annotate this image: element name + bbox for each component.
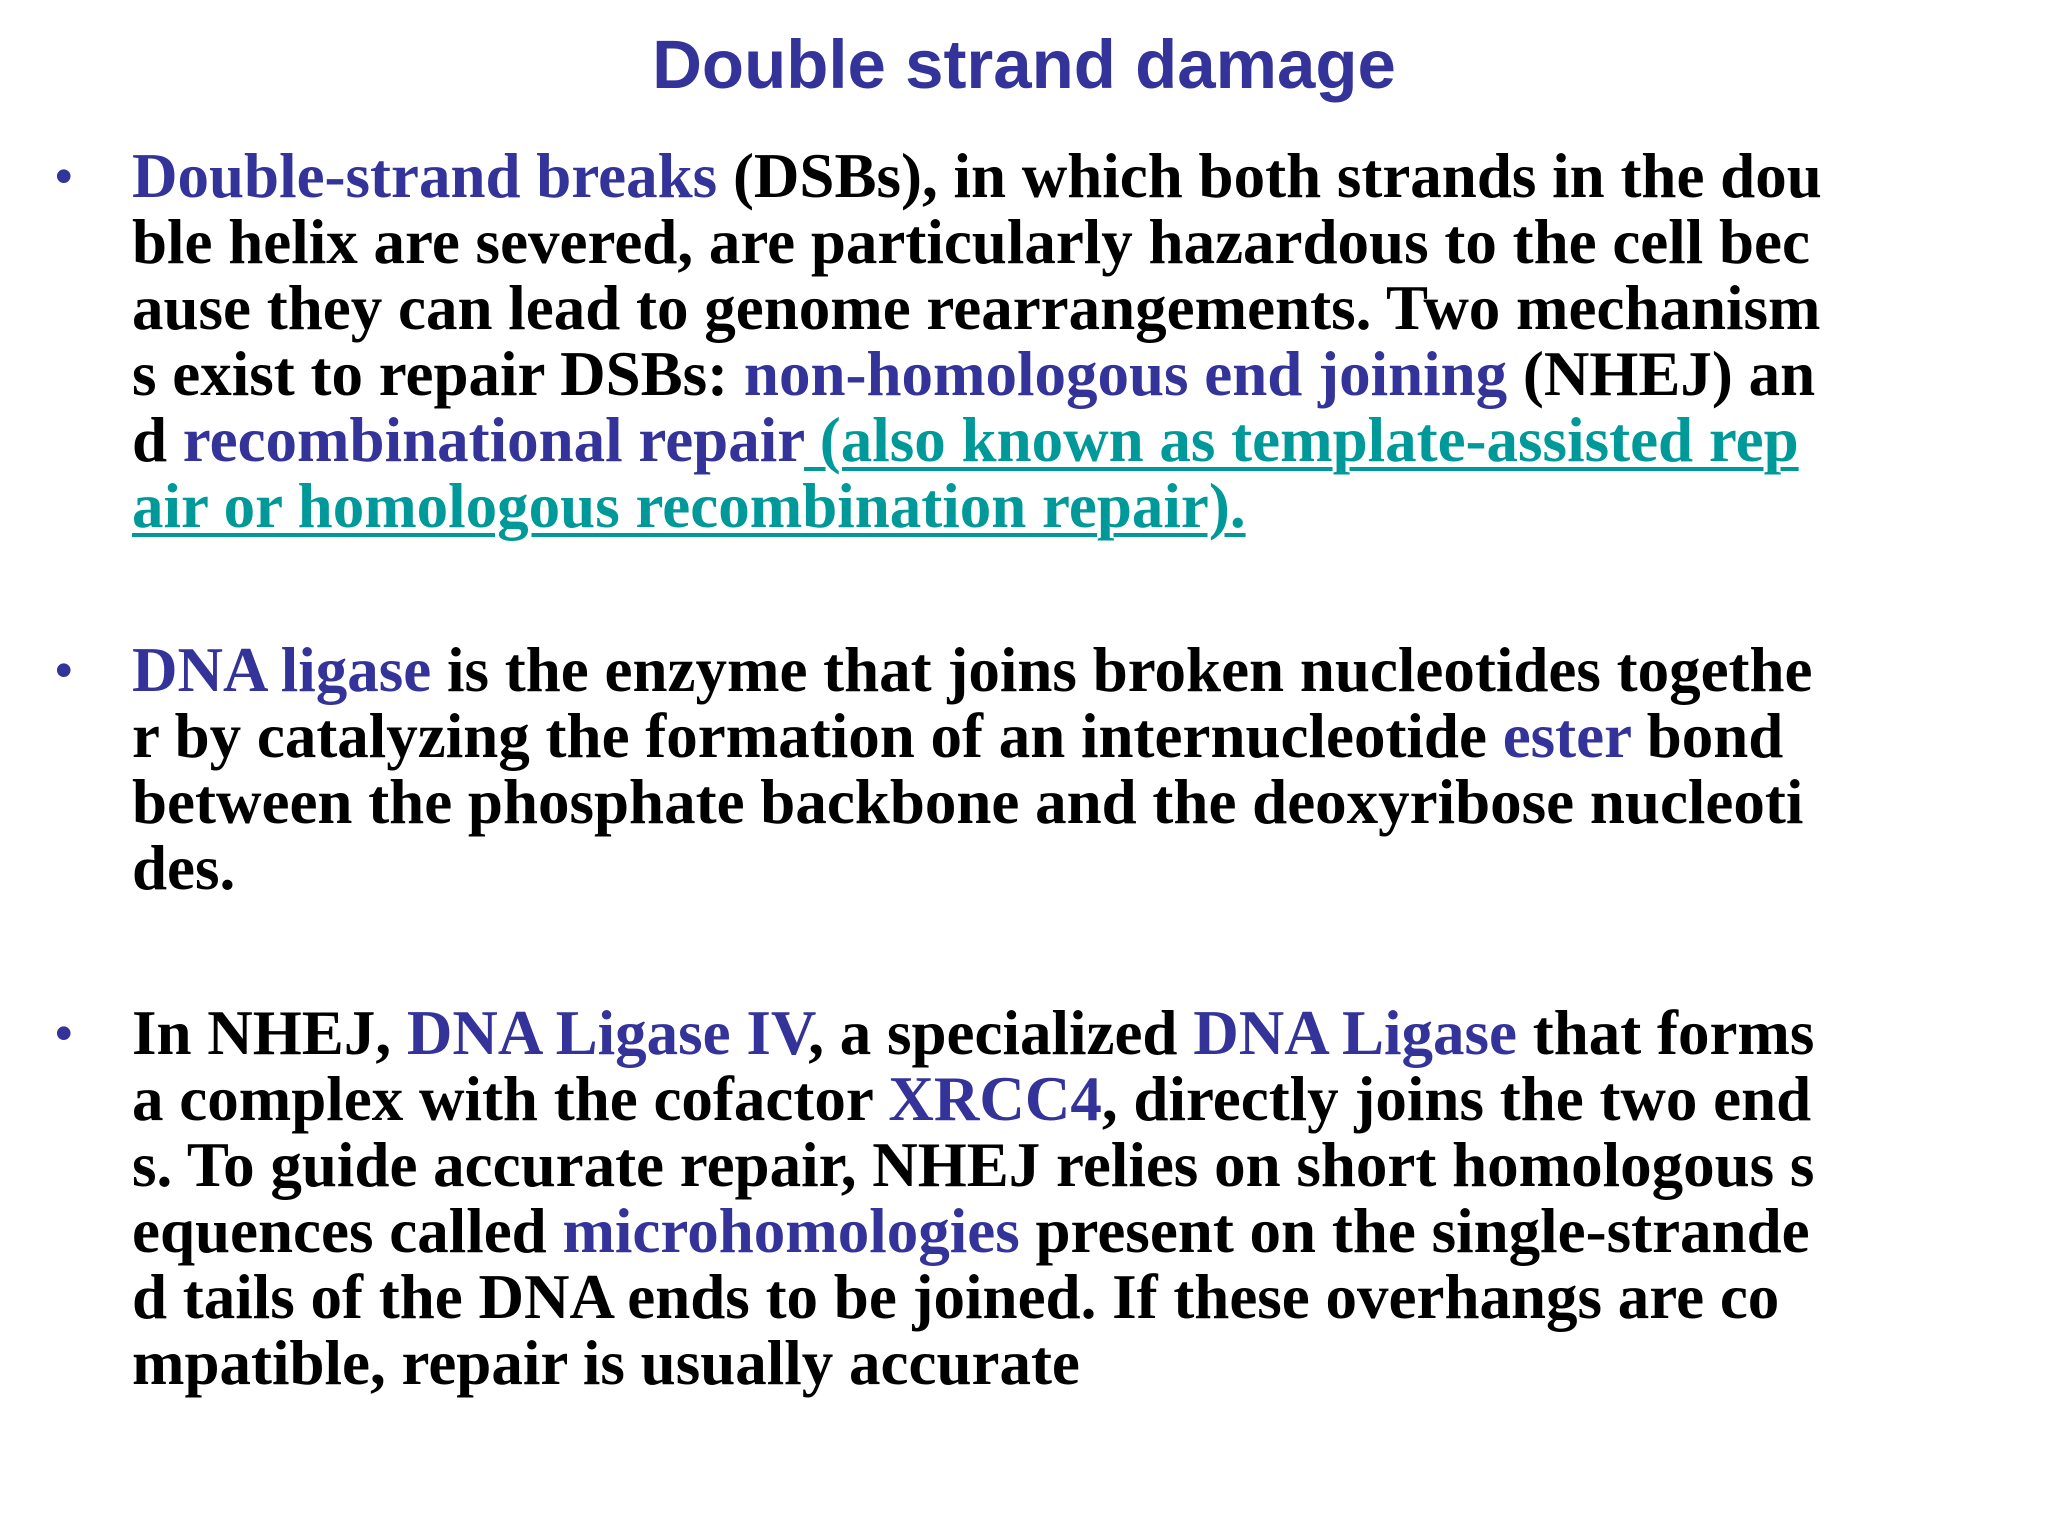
- text-segment: that forms: [1516, 998, 1815, 1068]
- bullet-marker: •: [55, 642, 73, 698]
- text-segment: present on the single-strande: [1019, 1196, 1810, 1266]
- key-term: ester: [1502, 701, 1631, 771]
- text-segment: s. To guide accurate repair, NHEJ relies on short homologous s: [132, 1130, 1815, 1200]
- text-segment: d tails of the DNA ends to be joined. If these overhangs are co: [132, 1262, 1780, 1332]
- text-segment: s exist to repair DSBs:: [132, 339, 744, 409]
- text-line: [132, 1198, 2012, 1264]
- text-line: [132, 275, 2012, 341]
- text-segment: ause they can lead to genome rearrangements. Two mechanism: [132, 273, 1821, 343]
- text-line: [132, 1132, 2012, 1198]
- text-line: [132, 473, 2012, 539]
- text-segment: In NHEJ,: [132, 998, 407, 1068]
- text-segment: r by catalyzing the formation of an internucleotide: [132, 701, 1503, 771]
- bullet-marker: •: [55, 148, 73, 204]
- text-line: [132, 143, 2012, 209]
- text-line: [132, 703, 2012, 769]
- text-line: [132, 835, 2012, 901]
- text-line: [132, 1066, 2012, 1132]
- bullet-paragraph-nhej: [55, 998, 2012, 1398]
- text-segment: bond: [1630, 701, 1784, 771]
- key-term: non-homologous end joining: [743, 339, 1508, 409]
- text-segment: mpatible, repair is usually accurate: [132, 1328, 1080, 1398]
- text-line: [132, 769, 2012, 835]
- text-segment: ble helix are severed, are particularly hazardous to the cell bec: [132, 207, 1810, 277]
- key-term: Double-strand breaks: [132, 141, 718, 211]
- text-segment: , a specialized: [808, 998, 1194, 1068]
- hyperlink[interactable]: air or homologous recombination repair).: [132, 471, 1246, 541]
- key-term: microhomologies: [562, 1196, 1020, 1266]
- text-line: [132, 637, 2012, 703]
- key-term: DNA Ligase: [1193, 998, 1517, 1068]
- text-segment: between the phosphate backbone and the deoxyribose nucleoti: [132, 767, 1804, 837]
- text-segment: des.: [132, 833, 236, 903]
- bullet-paragraph-dna-ligase: [55, 635, 2012, 903]
- text-segment: is the enzyme that joins broken nucleotides togethe: [431, 635, 1813, 705]
- key-term: XRCC4: [888, 1064, 1102, 1134]
- text-line: [132, 1000, 2012, 1066]
- bullet-paragraph-dsb: [55, 141, 2012, 541]
- text-segment: , directly joins the two end: [1101, 1064, 1812, 1134]
- key-term: DNA Ligase IV: [406, 998, 809, 1068]
- slide-title: Double strand damage: [652, 26, 1396, 103]
- hyperlink[interactable]: (also known as template-assisted rep: [804, 405, 1799, 475]
- text-line: [132, 1330, 2012, 1396]
- key-term: DNA ligase: [132, 635, 432, 705]
- text-segment: a complex with the cofactor: [132, 1064, 889, 1134]
- text-line: [132, 209, 2012, 275]
- text-line: [132, 1264, 2012, 1330]
- bullet-marker: •: [55, 1005, 73, 1061]
- text-segment: (DSBs), in which both strands in the dou: [717, 141, 1822, 211]
- text-line: [132, 341, 2012, 407]
- text-segment: equences called: [132, 1196, 563, 1266]
- text-segment: (NHEJ) an: [1507, 339, 1816, 409]
- text-segment: d: [132, 405, 183, 475]
- key-term: recombinational repair: [182, 405, 805, 475]
- text-line: [132, 407, 2012, 473]
